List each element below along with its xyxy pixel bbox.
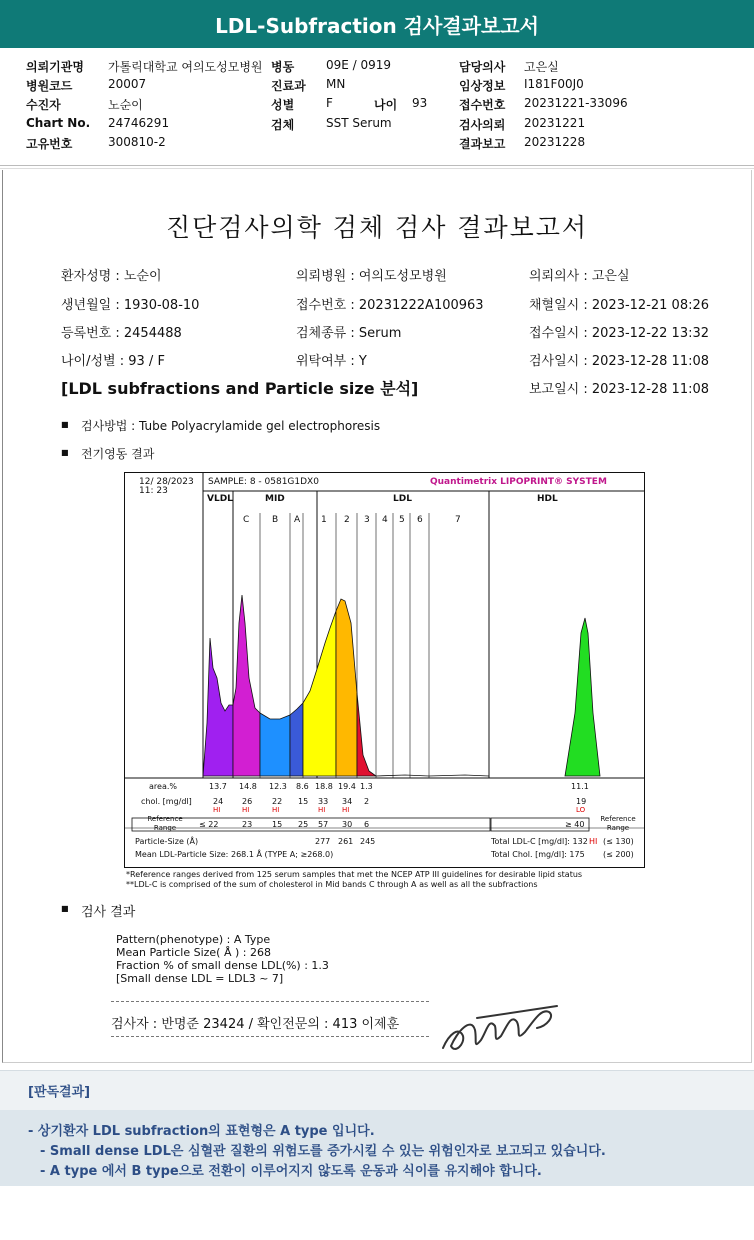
band-label: C <box>243 515 250 525</box>
footnote: **LDL-C is comprised of the sum of cholesterol in Mid bands C through A as well as all the subfractions <box>126 880 538 889</box>
age-sex: 나이/성별 : 93 / F <box>61 354 165 369</box>
value: 300810-2 <box>108 135 166 149</box>
label: 병동 <box>271 60 295 74</box>
verdict-line: - A type 에서 B type으로 전환이 이루어지지 않도록 운동과 식이를 유지해야 합니다. <box>40 1164 542 1179</box>
value: 고은실 <box>524 60 559 74</box>
label: 고유번호 <box>26 137 73 151</box>
verdict-line: - Small dense LDL은 심혈관 질환의 위험도를 증가시킬 수 있는 위험인자로 보고되고 있습니다. <box>40 1144 606 1159</box>
area-value: 14.8 <box>239 782 257 791</box>
label: 접수번호 <box>459 98 506 112</box>
particle-size-value: 261 <box>338 837 354 846</box>
footnotes <box>126 870 582 890</box>
registration-no: 등록번호 : 2454488 <box>61 326 182 341</box>
total-ldl-ref: (≤ 130) <box>603 837 634 846</box>
mid-b-peak <box>260 713 290 776</box>
label: 수진자 <box>26 98 61 112</box>
report-time: 보고일시 : 2023-12-28 11:08 <box>529 382 710 397</box>
result-title: ■ 검사 결과 <box>81 901 135 920</box>
band-label: A <box>294 515 301 525</box>
collection-time: 채혈일시 : 2023-12-21 08:26 <box>529 298 710 313</box>
band-label: 1 <box>321 515 327 525</box>
result-line: Fraction % of small dense LDL(%) : 1.3 <box>116 959 329 972</box>
label: 병원코드 <box>26 79 73 93</box>
embedded-report <box>2 170 752 1063</box>
label: 담당의사 <box>459 60 506 74</box>
hdl-ref-value: ≥ 40 <box>565 820 585 829</box>
value: F <box>326 96 333 110</box>
lipoprint-chart <box>124 472 645 868</box>
requesting-hospital: 의뢰병원 : 여의도성모병원 <box>296 269 447 284</box>
band-label: B <box>272 515 279 525</box>
electropherogram <box>125 473 644 867</box>
footnote: *Reference ranges derived from 125 serum samples that met the NCEP ATP III guidelines for desirable lipid status <box>126 870 583 879</box>
value: 노순이 <box>108 98 143 112</box>
chol-flag: HI <box>242 806 250 814</box>
chol-value: 33 <box>318 797 329 806</box>
run-date: 12/ 28/2023 <box>139 477 194 487</box>
result-line: [Small dense LDL = LDL3 ~ 7] <box>116 972 284 985</box>
electrophoresis-title: ■ 전기영동 결과 <box>81 445 154 462</box>
test-time: 검사일시 : 2023-12-28 11:08 <box>529 354 710 369</box>
sample-id: SAMPLE: 8 - 0581G1DX0 <box>208 477 319 487</box>
total-ldl-flag: HI <box>589 837 598 846</box>
chol-value: 24 <box>213 797 224 806</box>
label: 검사의뢰 <box>459 118 506 132</box>
label: 결과보고 <box>459 137 506 151</box>
label: 의뢰기관명 <box>26 60 84 74</box>
ldl1-peak <box>303 611 336 776</box>
area-value: 13.7 <box>209 782 227 791</box>
ref-value: ≤ 22 <box>199 820 219 829</box>
verdict-line: - 상기환자 LDL subfraction의 표현형은 A type 입니다. <box>28 1124 375 1139</box>
chol-label: chol. [mg/dl] <box>141 797 192 806</box>
value: 20231228 <box>524 135 586 149</box>
brand-label: Quantimetrix LIPOPRINT® SYSTEM <box>430 477 607 487</box>
particle-size-label: Particle-Size (Å) <box>135 837 199 846</box>
chol-value: 22 <box>272 797 283 806</box>
label: 성별 <box>271 98 295 112</box>
vldl-peak <box>203 638 233 776</box>
chol-value: 26 <box>242 797 253 806</box>
reference-label-right: Reference Range <box>600 815 636 832</box>
mean-size-label: Mean LDL-Particle Size: <box>135 850 229 859</box>
particle-size-value: 245 <box>360 837 376 846</box>
value: 09E / 0919 <box>326 58 392 72</box>
value: SST Serum <box>326 116 392 130</box>
band-label: 2 <box>344 515 350 525</box>
test-method: ■ 검사방법 : Tube Polyacrylamide gel electrophoresis <box>81 417 380 434</box>
birth-date: 생년월일 : 1930-08-10 <box>61 298 200 313</box>
chol-flag: HI <box>272 806 280 814</box>
accept-time: 접수일시 : 2023-12-22 13:32 <box>529 326 710 341</box>
label: 임상정보 <box>459 79 506 93</box>
specimen-type: 검체종류 : Serum <box>296 326 402 341</box>
result-line: Pattern(phenotype) : A Type <box>116 933 271 946</box>
interpretation-title: [판독결과] <box>28 1085 91 1100</box>
value: 가톨릭대학교 여의도성모병원 <box>108 60 263 74</box>
mid-c-peak <box>233 595 260 776</box>
chol-value: 34 <box>342 797 353 806</box>
ldl2-peak <box>336 599 357 776</box>
interpretation-body <box>0 1110 754 1186</box>
ref-value: 23 <box>242 820 253 829</box>
result-line: Mean Particle Size( Å ) : 268 <box>116 946 271 959</box>
group-mid: MID <box>265 494 285 504</box>
group-ldl: LDL <box>393 494 412 504</box>
value: 20231221 <box>524 116 586 130</box>
outsourced: 위탁여부 : Y <box>296 354 367 369</box>
area-value: 19.4 <box>338 782 356 791</box>
ref-value: 30 <box>342 820 353 829</box>
interpretation-header <box>0 1070 754 1111</box>
report-title: LDL-Subfraction 검사결과보고서 <box>215 13 539 38</box>
dashed-divider <box>111 1036 429 1037</box>
band-label: 3 <box>364 515 370 525</box>
band-label: 7 <box>455 515 461 525</box>
area-value: 1.3 <box>360 782 373 791</box>
area-value: 18.8 <box>315 782 333 791</box>
signature-image <box>437 996 567 1060</box>
group-hdl: HDL <box>537 494 558 504</box>
band-label: 4 <box>382 515 388 525</box>
area-value: 12.3 <box>269 782 287 791</box>
hdl-area-value: 11.1 <box>571 782 589 791</box>
value: 24746291 <box>108 116 170 130</box>
label: Chart No. <box>26 116 91 130</box>
hdl-chol-value: 19 <box>576 797 587 806</box>
value: MN <box>326 77 346 91</box>
dashed-divider <box>111 1001 429 1002</box>
particle-size-value: 277 <box>315 837 331 846</box>
total-chol-ref: (≤ 200) <box>603 850 634 859</box>
band-label: 6 <box>417 515 423 525</box>
value: 93 <box>412 96 428 110</box>
mid-a-peak <box>290 703 303 776</box>
report-heading: 진단검사의학 검체 검사 결과보고서 <box>165 213 589 242</box>
patient-name: 환자성명 : 노순이 <box>61 269 162 284</box>
area-label: area.% <box>149 782 177 791</box>
total-chol: Total Chol. [mg/dl]: 175 <box>491 850 585 859</box>
result-summary <box>116 933 329 985</box>
value: I181F00J0 <box>524 77 584 91</box>
signer-info: 검사자 : 반명준 23424 / 확인전문의 : 413 이제훈 <box>111 1017 400 1032</box>
label: 검체 <box>271 118 295 132</box>
hdl-peak <box>565 618 600 776</box>
reference-label: Reference Range <box>147 815 183 832</box>
band-label: 5 <box>399 515 405 525</box>
section-title: [LDL subfractions and Particle size 분석] <box>61 379 419 398</box>
area-value: 8.6 <box>296 782 309 791</box>
run-time: 11: 23 <box>139 486 168 496</box>
chol-flag: HI <box>342 806 350 814</box>
ref-value: 15 <box>272 820 283 829</box>
receipt-no: 접수번호 : 20231222A100963 <box>296 298 484 313</box>
value: 20231221-33096 <box>524 96 628 110</box>
label: 나이 <box>374 98 398 112</box>
label: 진료과 <box>271 79 306 93</box>
mean-size-value: 268.1 Å (TYPE A; ≥268.0) <box>231 850 334 859</box>
ref-value: 57 <box>318 820 329 829</box>
divider <box>0 165 754 166</box>
chol-flag: HI <box>213 806 221 814</box>
ldl3-peak <box>357 693 376 776</box>
value: 20007 <box>108 77 147 91</box>
chol-value: 2 <box>364 797 370 806</box>
requesting-doctor: 의뢰의사 : 고은실 <box>529 269 630 284</box>
chol-value: 15 <box>298 797 309 806</box>
ref-value: 6 <box>364 820 370 829</box>
request-info-header <box>0 48 754 166</box>
report-title-bar <box>0 0 754 48</box>
hdl-chol-flag: LO <box>576 806 586 814</box>
chol-flag: HI <box>318 806 326 814</box>
group-vldl: VLDL <box>207 494 233 504</box>
total-ldl: Total LDL-C [mg/dl]: 132 <box>491 837 588 846</box>
divider <box>0 168 754 169</box>
ref-value: 25 <box>298 820 309 829</box>
